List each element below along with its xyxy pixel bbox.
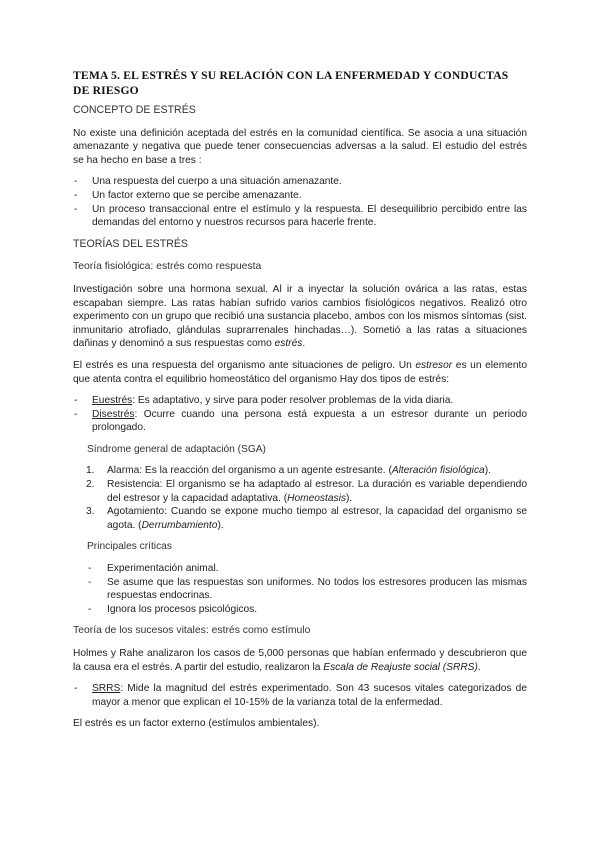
subheading-vital-events-theory: Teoría de los sucesos vitales: estrés como estímulo — [73, 625, 311, 637]
critics-list — [73, 562, 527, 616]
section-heading-concept: CONCEPTO DE ESTRÉS — [73, 104, 196, 116]
list-item-srrs: - SRRS: Mide la magnitud del estrés experimentado. Son 43 sucesos vitales categorizados de mayor a menor que explican el 10-15% de la varianza total de la enfermedad. — [73, 682, 527, 709]
list-item: - Un proceso transaccional entre el estímulo y la respuesta. El desequilibrio percibido entre las demandas del entorno y nuestros recursos para hacerle frente. — [73, 203, 527, 230]
physio-paragraph-1: Investigación sobre una hormona sexual. Al ir a inyectar la solución ovárica a las ratas, estas escapaban siempre. Las ratas habían sufrido varios cambios fisiológicos negativos. Realizó otro experimento con un grupo que recibió una sustancia placebo, ambos con los mismos síntomas (sist. inmunitario atrofiado, glándulas suprarrenales hinchadas…). Sometió a las ratas a situaciones dañinas y denominó a sus respuestas como estrés. — [73, 283, 527, 350]
subheading-critics: Principales críticas — [87, 541, 172, 553]
list-item: - Un factor externo que se percibe amenazante. — [73, 189, 527, 203]
physio-paragraph-2: El estrés es una respuesta del organismo ante situaciones de peligro. Un estresor es un elemento que atenta contra el equilibrio homeostático del organismo Hay dos tipos de estrés: — [73, 359, 528, 385]
list-item-resistencia: 2. Resistencia: El organismo se ha adaptado al estresor. La duración es variable dependiendo del estresor y la capacidad adaptativa. (Homeostasis). — [86, 479, 527, 504]
concept-paragraph: No existe una definición aceptada del estrés en la comunidad científica. Se asocia a una situación amenazante y negativa que puede tener consecuencias adversas a la salud. El estudio del estrés se ha hecho en base a tres : — [73, 127, 527, 166]
list-item-euestres: - Euestrés: Es adaptativo, y sirve para poder resolver problemas de la vida diaria. — [73, 394, 527, 408]
list-item: - Se asume que las respuestas son uniformes. No todos los estresores producen las mismas respuestas endocrinas. — [73, 576, 527, 603]
list-item-disestres: - Disestrés: Ocurre cuando una persona está expuesta a un estresor durante un periodo prolongado. — [73, 408, 527, 435]
list-item-agotamiento: 3. Agotamiento: Cuando se expone mucho tiempo al estresor, la capacidad del organismo se agota. (Derrumbamiento). — [86, 506, 527, 531]
document-page — [73, 68, 527, 739]
vital-paragraph: Holmes y Rahe analizaron los casos de 5,000 personas que habían enfermado y descubrieron que la causa era el estrés. A partir del estudio, realizaron la Escala de Reajuste social (SRRS). — [73, 648, 527, 673]
concept-list — [73, 175, 527, 229]
list-item-alarma: 1. Alarma: Es la reacción del organismo a un agente estresante. (Alteración fisiológica). — [86, 465, 491, 477]
subheading-sga: Síndrome general de adaptación (SGA) — [87, 443, 266, 455]
list-item: - Experimentación animal. — [73, 562, 527, 576]
closing-paragraph: El estrés es un factor externo (estímulos ambientales). — [73, 718, 320, 730]
stress-types-list — [73, 394, 527, 435]
list-item: - Una respuesta del cuerpo a una situación amenazante. — [73, 175, 527, 189]
section-heading-theories: TEORÍAS DEL ESTRÉS — [73, 237, 188, 250]
document-title: TEMA 5. EL ESTRÉS Y SU RELACIÓN CON LA ENFERMEDAD Y CONDUCTAS DE RIESGO — [73, 69, 509, 97]
subheading-physiological-theory: Teoría fisiológica: estrés como respuesta — [73, 261, 262, 273]
list-item: - Ignora los procesos psicológicos. — [73, 603, 527, 617]
srrs-list — [73, 682, 527, 709]
sga-stages-list — [73, 464, 527, 532]
